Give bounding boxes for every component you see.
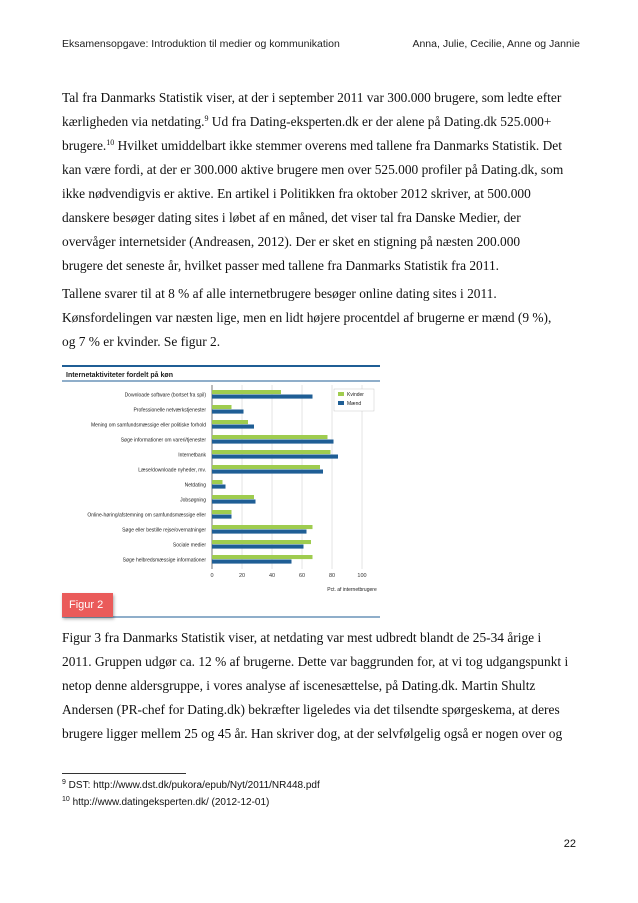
footnote-number: 10 [62,796,70,803]
x-tick-label: 0 [210,573,214,579]
text-line: brugere det seneste år, hvilket passer med tallene fra Danmarks Statistik fra 2011. [62,258,499,273]
text-line: brugere ligger mellem 25 og 45 år. Han skriver dog, at der selvfølgelig også er nogen over og [62,726,563,741]
footnote-10 [62,797,269,808]
category-label: Jobsøgning [180,497,206,504]
x-tick-label: 100 [357,573,367,579]
text-line: netop denne aldersgruppe, i vores analyse af iscenesættelse, på Dating.dk. Martin Shultz [62,678,536,693]
footnote-9 [62,780,320,791]
bar-mænd [212,395,313,399]
bar-kvinder [212,495,254,499]
bar-mænd [212,560,292,564]
category-label: Søge informationer om vareri/tjenester [120,437,206,444]
legend-label: Kvinder [347,392,364,398]
legend-swatch [338,401,344,405]
bar-kvinder [212,390,281,394]
figure-label: Figur 2 [62,593,113,617]
bar-mænd [212,485,226,489]
bar-mænd [212,470,323,474]
running-header-right: Anna, Julie, Cecilie, Anne og Jannie [412,38,580,50]
text-line [62,110,582,134]
text-line: danskere besøger dating sites i løbet af en måned, det viser tal fra Danske Medier, der [62,210,521,225]
bar-kvinder [212,555,313,559]
running-header-left: Eksamensopgave: Introduktion til medier og kommunikation [62,38,340,50]
text-line: overvåger internetsider (Andreasen, 2012). Der er sket en stigning på næsten 200.000 [62,234,521,249]
chart-x-axis-label: Pct. af internetbrugere [327,587,377,593]
page-number: 22 [563,838,576,850]
text-line: 2011. Gruppen udgør ca. 12 % af brugerne. Dette var baggrunden for, at vi tog udgangspunkt i [62,654,569,669]
bar-kvinder [212,465,320,469]
paragraph-3 [62,626,582,746]
legend-label: Mænd [347,401,362,407]
footnote-ref-9: 9 [204,114,209,123]
category-label: Netdating [184,482,206,489]
paragraph-1 [62,86,582,278]
text-line: ikke nødvendigvis er aktive. En artikel i Politikken fra oktober 2012 skriver, at 500.000 [62,186,531,201]
text-line: Tallene svarer til at 8 % af alle internetbrugere besøger online dating sites i 2011. [62,286,497,301]
category-label: Søge helbredsmæssige informationer [122,557,206,564]
x-tick-label: 60 [298,573,306,579]
category-label: Professionelle netværkstjenester [133,407,206,414]
bar-mænd [212,500,256,504]
chart-category-labels [87,392,206,563]
footnote-text: http://www.datingeksperten.dk/ (2012-12-01) [69,797,270,808]
bar-mænd [212,530,307,534]
category-label: Downloade software (bortset fra spil) [124,392,206,399]
bar-mænd [212,455,338,459]
category-label: Søge eller bestille rejse/overnatninger [122,527,206,534]
bar-kvinder [212,450,331,454]
category-label: Online-høring/afstemning om samfundsmæssige eller [87,512,206,519]
x-tick-label: 20 [238,573,246,579]
text-line: Kønsfordelingen var næsten lige, men en lidt højere procentdel af brugerne er mænd (9 %), [62,310,552,325]
text-line: Figur 3 fra Danmarks Statistik viser, at netdating var mest udbredt blandt de 25-34 årige i [62,630,542,645]
text-run: kærligheden via netdating. [62,114,205,129]
bar-kvinder [212,435,328,439]
category-label: Læse/downloade nyheder, mv. [138,467,206,474]
category-label: Mening om samfundsmæssige eller politiske forhold [90,422,206,429]
paragraph-2 [62,282,582,354]
text-line: kan være fordi, at der er 300.000 aktive brugere men over 525.000 profiler på Dating.dk, som [62,162,564,177]
bar-chart [62,365,380,618]
text-line [62,134,582,158]
text-line: og 7 % er kvinder. Se figur 2. [62,334,221,349]
bar-kvinder [212,525,313,529]
chart-tick-labels [210,573,366,579]
figure-2-chart [62,365,380,618]
text-line: Andersen (PR-chef for Dating.dk) bekræfter ligeledes via det tilsendte spørgeskema, at deres [62,702,560,717]
bar-kvinder [212,540,311,544]
footnote-separator [62,773,186,774]
x-tick-label: 40 [268,573,276,579]
text-run: Ud fra Dating-eksperten.dk er der alene på Dating.dk 525.000+ [208,114,552,129]
chart-bars [212,390,338,564]
x-tick-label: 80 [328,573,336,579]
footnote-number: 9 [62,779,66,786]
category-label: Sociale medier [172,542,206,549]
chart-legend [334,389,374,411]
bar-mænd [212,440,334,444]
footnote-ref-10: 10 [106,138,115,147]
legend-swatch [338,392,344,396]
bar-mænd [212,515,232,519]
text-run: brugere. [62,138,107,153]
bar-kvinder [212,480,223,484]
chart-title: Internetaktiviteter fordelt på køn [66,372,173,379]
category-label: Internetbank [178,452,206,459]
bar-kvinder [212,510,232,514]
bar-kvinder [212,405,232,409]
bar-mænd [212,425,254,429]
text-run: Hvilket umiddelbart ikke stemmer overens med tallene fra Danmarks Statistik. Det [114,138,562,153]
text-line: Tal fra Danmarks Statistik viser, at der i september 2011 var 300.000 brugere, som ledte efter [62,90,562,105]
bar-mænd [212,410,244,414]
footnote-text: DST: http://www.dst.dk/pukora/epub/Nyt/2011/NR448.pdf [65,780,320,791]
bar-kvinder [212,420,248,424]
bar-mænd [212,545,304,549]
